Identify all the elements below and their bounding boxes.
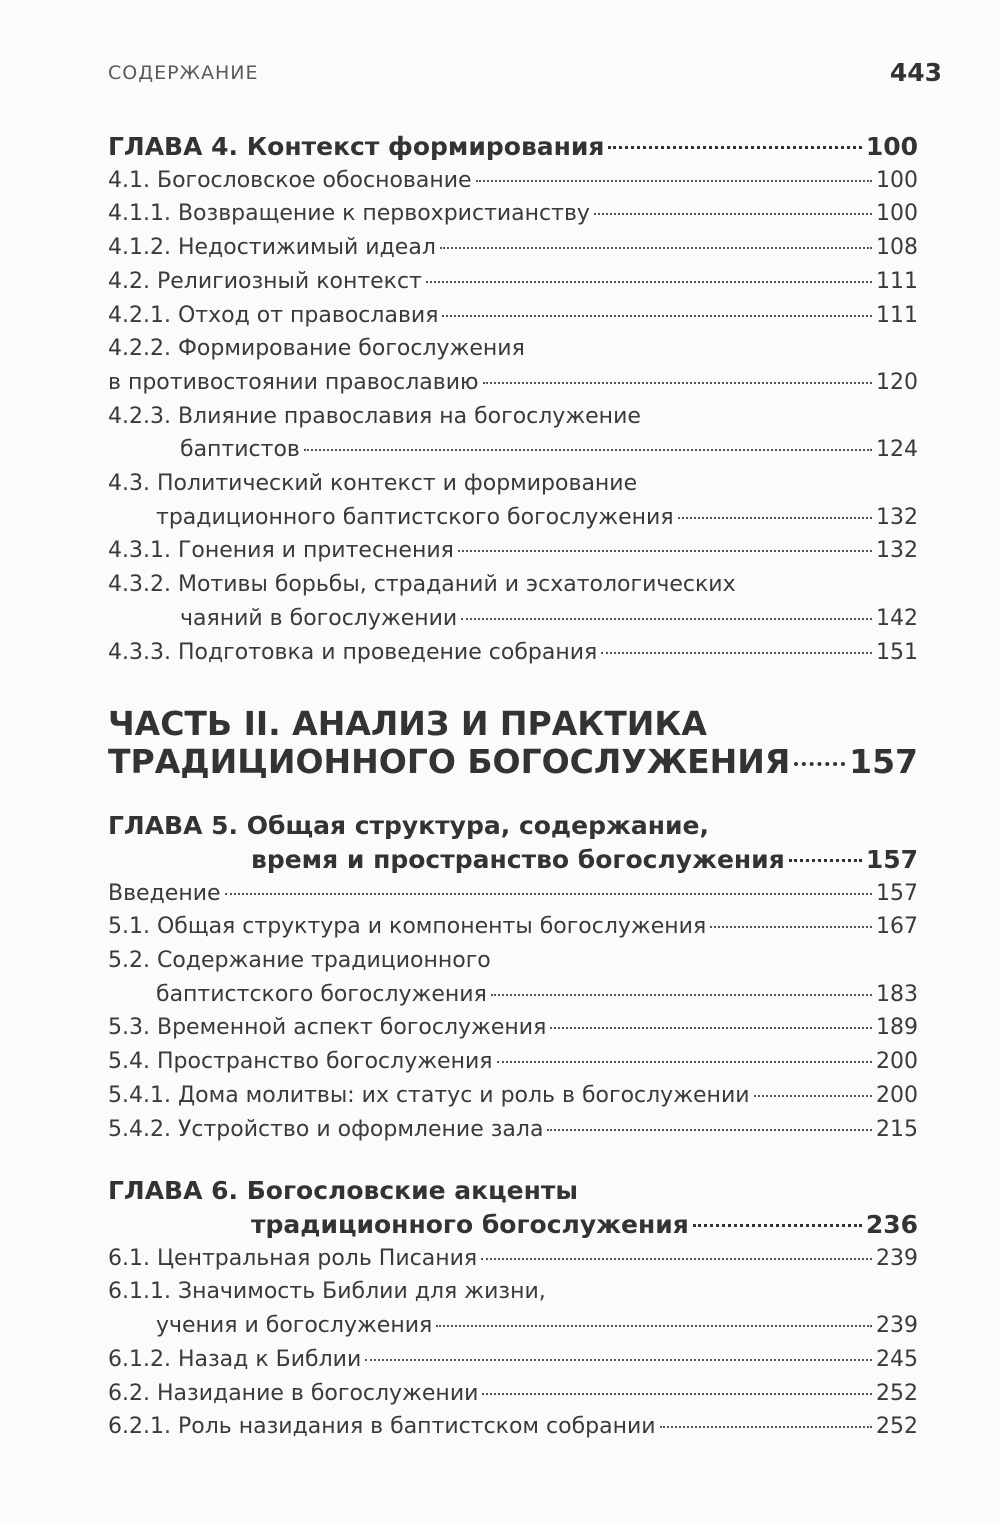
entry-page: 132 <box>876 538 918 564</box>
entry-page: 142 <box>876 605 918 631</box>
leader-dots <box>497 1061 872 1063</box>
toc-entry[interactable] <box>108 1242 918 1276</box>
chapter-title-cont: время и пространство богослужения <box>251 844 785 874</box>
part-page: 157 <box>849 742 918 782</box>
leader-dots <box>482 1393 872 1395</box>
entry-page: 124 <box>876 437 918 463</box>
leader-dots <box>693 1224 862 1227</box>
entry-page: 120 <box>876 369 918 395</box>
leader-dots <box>436 1325 872 1327</box>
entry-title-cont: чаяний в богослужении <box>180 605 458 631</box>
entry-page: 252 <box>876 1414 918 1440</box>
chapter-5-heading-line2[interactable] <box>108 843 918 877</box>
table-of-contents <box>108 130 918 1444</box>
leader-dots <box>550 1027 872 1029</box>
entry-title: 5.3. Временной аспект богослужения <box>108 1015 547 1041</box>
chapter-title: ГЛАВА 5. Общая структура, содержание, <box>108 811 709 841</box>
chapter-5-heading-line1[interactable] <box>108 809 918 843</box>
entry-page: 132 <box>876 504 918 530</box>
leader-dots <box>678 517 872 519</box>
entry-page: 108 <box>876 235 918 261</box>
chapter-6-heading-line2[interactable] <box>108 1208 918 1242</box>
entry-title: 4.3.2. Мотивы борьбы, страданий и эсхатологических <box>108 572 736 598</box>
part-title: ЧАСТЬ II. АНАЛИЗ И ПРАКТИКА <box>108 704 707 744</box>
leader-dots <box>304 449 872 451</box>
toc-entry[interactable] <box>108 534 918 568</box>
entry-title-cont: баптистского богослужения <box>156 981 487 1007</box>
entry-title: 4.2. Религиозный контекст <box>108 268 422 294</box>
entry-page: 167 <box>876 914 918 940</box>
leader-dots <box>225 893 872 895</box>
entry-page: 111 <box>876 302 918 328</box>
entry-page: 100 <box>876 167 918 193</box>
entry-title-cont: баптистов <box>180 437 300 463</box>
entry-title: 5.4.1. Дома молитвы: их статус и роль в богослужении <box>108 1082 750 1108</box>
leader-dots <box>491 994 872 996</box>
entry-page: 215 <box>876 1116 918 1142</box>
toc-entry[interactable] <box>108 164 918 198</box>
entry-page: 183 <box>876 981 918 1007</box>
leader-dots <box>601 652 872 654</box>
leader-dots <box>594 213 872 215</box>
toc-entry[interactable] <box>108 197 918 231</box>
running-title: СОДЕРЖАНИЕ <box>108 62 259 84</box>
entry-title: 6.1.1. Значимость Библии для жизни, <box>108 1279 546 1305</box>
chapter-title-cont: традиционного богослужения <box>251 1209 689 1239</box>
chapter-title: ГЛАВА 6. Богословские акценты <box>108 1176 578 1206</box>
part-2-heading-line2[interactable] <box>108 743 918 781</box>
leader-dots <box>440 247 872 249</box>
entry-title: 4.1. Богословское обоснование <box>108 167 472 193</box>
entry-page: 200 <box>876 1082 918 1108</box>
entry-title: 5.1. Общая структура и компоненты богослужения <box>108 914 707 940</box>
toc-entry[interactable] <box>108 1410 918 1444</box>
entry-title: 4.2.2. Формирование богослужения <box>108 336 525 362</box>
spacer <box>108 781 918 809</box>
entry-page: 252 <box>876 1380 918 1406</box>
toc-entry[interactable] <box>108 1045 918 1079</box>
entry-title: 5.4. Пространство богослужения <box>108 1049 493 1075</box>
toc-entry-line2[interactable] <box>108 366 918 400</box>
toc-entry-line1[interactable] <box>108 332 918 366</box>
entry-title-cont: традиционного баптистского богослужения <box>156 504 674 530</box>
toc-entry[interactable] <box>108 299 918 333</box>
chapter-title: ГЛАВА 4. Контекст формирования <box>108 132 605 161</box>
part-title-cont: ТРАДИЦИОННОГО БОГОСЛУЖЕНИЯ <box>108 742 791 782</box>
entry-page: 200 <box>876 1049 918 1075</box>
toc-entry-line2[interactable] <box>108 1309 918 1343</box>
entry-page: 245 <box>876 1346 918 1372</box>
toc-entry[interactable] <box>108 877 918 911</box>
toc-entry[interactable] <box>108 1377 918 1411</box>
toc-entry-line1[interactable] <box>108 1275 918 1309</box>
entry-title: 4.2.1. Отход от православия <box>108 302 439 328</box>
entry-title: 4.1.1. Возвращение к первохристианству <box>108 201 590 227</box>
toc-entry-line2[interactable] <box>108 602 918 636</box>
leader-dots <box>660 1426 872 1428</box>
entry-page: 111 <box>876 268 918 294</box>
running-header <box>108 58 942 92</box>
leader-dots <box>461 618 872 620</box>
entry-title: 6.1.2. Назад к Библии <box>108 1346 362 1372</box>
toc-entry[interactable] <box>108 636 918 670</box>
leader-dots <box>365 1359 872 1361</box>
chapter-page: 236 <box>865 1209 918 1239</box>
entry-page: 189 <box>876 1015 918 1041</box>
toc-entry[interactable] <box>108 231 918 265</box>
toc-entry-line1[interactable] <box>108 400 918 434</box>
entry-title: 4.2.3. Влияние православия на богослужение <box>108 403 641 429</box>
entry-title-cont: в противостоянии православию <box>108 369 479 395</box>
toc-entry-line2[interactable] <box>108 501 918 535</box>
chapter-6-heading-line1[interactable] <box>108 1174 918 1208</box>
entry-page: 239 <box>876 1245 918 1271</box>
chapter-page: 100 <box>865 132 918 161</box>
spacer <box>108 1146 918 1174</box>
chapter-page: 157 <box>865 844 918 874</box>
toc-entry[interactable] <box>108 910 918 944</box>
leader-dots <box>458 550 872 552</box>
chapter-4-heading[interactable] <box>108 130 918 164</box>
entry-title: 4.3.3. Подготовка и проведение собрания <box>108 639 598 665</box>
toc-entry[interactable] <box>108 265 918 299</box>
entry-title-cont: учения и богослужения <box>156 1313 433 1339</box>
leader-dots <box>547 1129 872 1131</box>
entry-page: 100 <box>876 201 918 227</box>
entry-title: 4.3. Политический контекст и формирование <box>108 471 638 497</box>
entry-title: 4.3.1. Гонения и притеснения <box>108 538 454 564</box>
entry-title: 6.2.1. Роль назидания в баптистском собрании <box>108 1414 656 1440</box>
toc-entry[interactable] <box>108 1079 918 1113</box>
entry-title: Введение <box>108 880 221 906</box>
entry-page: 157 <box>876 880 918 906</box>
entry-title: 5.2. Содержание традиционного <box>108 948 491 974</box>
entry-title: 6.1. Центральная роль Писания <box>108 1245 478 1271</box>
spacer <box>108 669 918 705</box>
leader-dots <box>608 146 861 149</box>
toc-entry[interactable] <box>108 1343 918 1377</box>
page-number: 443 <box>889 58 942 87</box>
toc-entry-line1[interactable] <box>108 944 918 978</box>
entry-page: 151 <box>876 639 918 665</box>
leader-dots <box>426 281 872 283</box>
entry-title: 4.1.2. Недостижимый идеал <box>108 235 436 261</box>
leader-dots <box>476 180 872 182</box>
leader-dots <box>483 382 872 384</box>
entry-page: 239 <box>876 1313 918 1339</box>
leader-dots <box>794 762 845 766</box>
toc-entry-line1[interactable] <box>108 568 918 602</box>
leader-dots <box>710 926 872 928</box>
entry-title: 5.4.2. Устройство и оформление зала <box>108 1116 544 1142</box>
toc-entry-line2[interactable] <box>108 978 918 1012</box>
leader-dots <box>789 859 862 862</box>
part-2-heading-line1[interactable] <box>108 705 918 743</box>
toc-entry-line1[interactable] <box>108 467 918 501</box>
entry-title: 6.2. Назидание в богослужении <box>108 1380 479 1406</box>
toc-entry-line2[interactable] <box>108 433 918 467</box>
leader-dots <box>442 315 872 317</box>
leader-dots <box>754 1095 872 1097</box>
leader-dots <box>481 1258 872 1260</box>
toc-entry[interactable] <box>108 1113 918 1147</box>
toc-entry[interactable] <box>108 1011 918 1045</box>
